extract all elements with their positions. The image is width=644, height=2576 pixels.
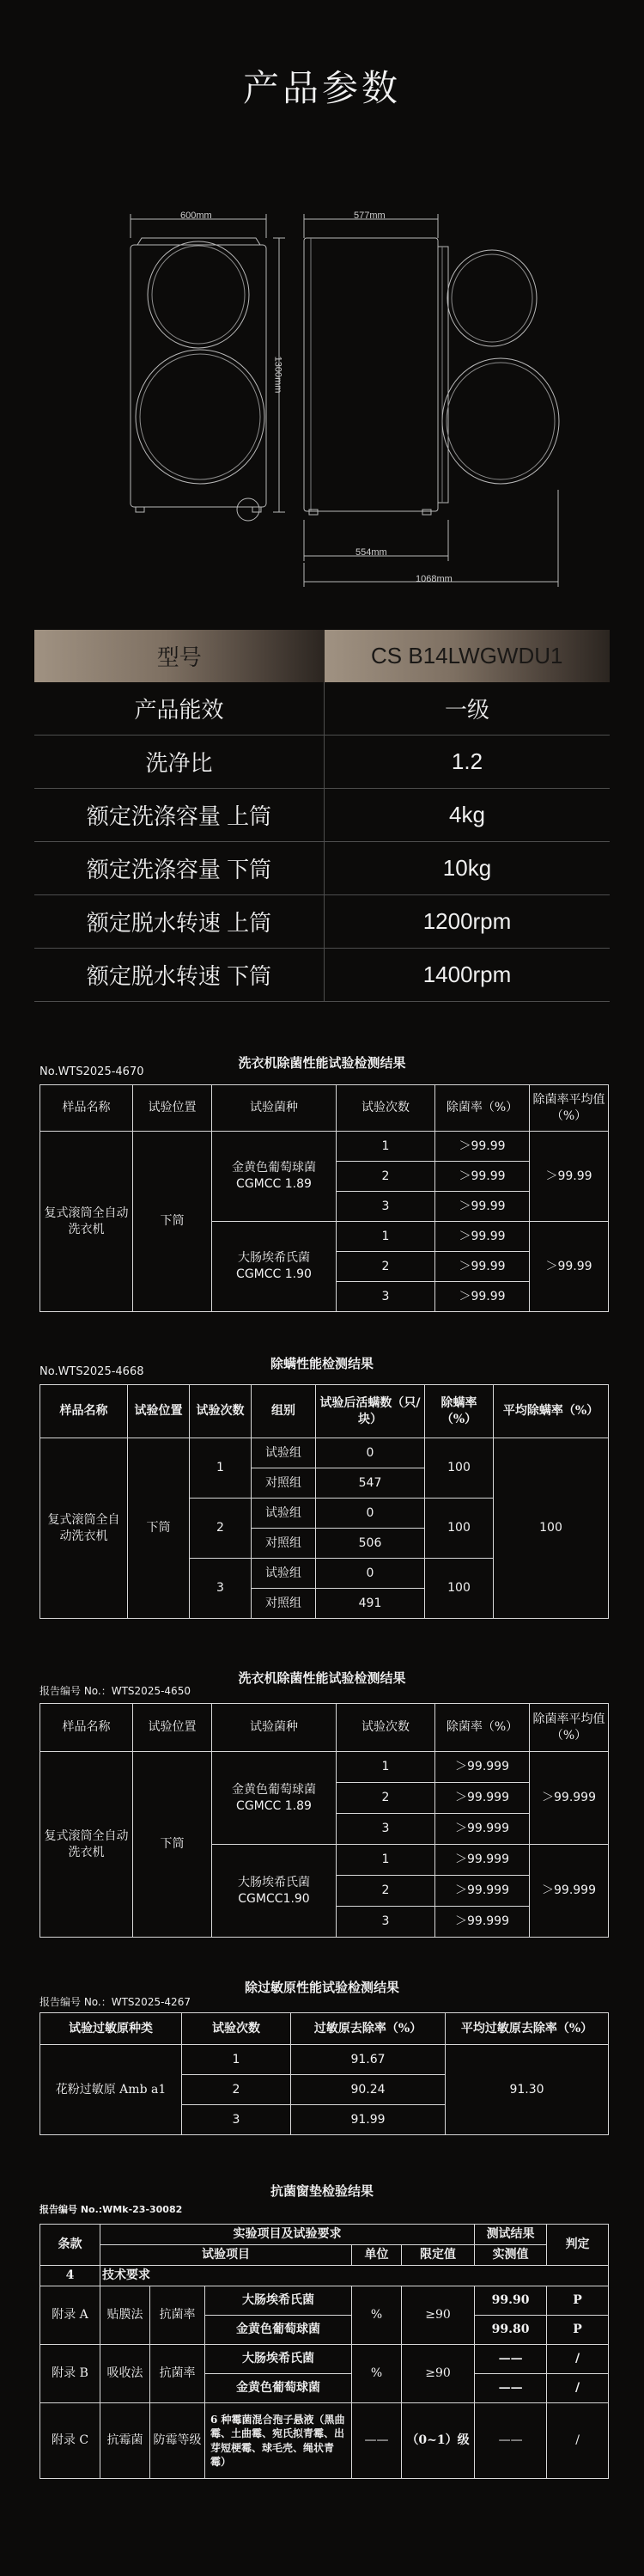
measured-cell: 99.90: [475, 2286, 547, 2316]
sample-name-cell: 复式滚筒全自动洗衣机: [40, 1438, 128, 1619]
spec-value: 1400rpm: [325, 949, 611, 1002]
header-cell: 过敏原去除率（%）: [291, 2013, 446, 2045]
header-cell: 平均过敏原去除率（%）: [446, 2013, 609, 2045]
header-cell: 单位: [352, 2245, 402, 2266]
rate-cell: ＞99.999: [435, 1876, 530, 1907]
header-cell: 除螨率（%）: [425, 1385, 494, 1438]
report4-number: 报告编号 No.：WTS2025-4267: [39, 1996, 191, 2008]
header-cell: 试验位置: [133, 1704, 212, 1752]
spec-row: [34, 736, 610, 789]
limit-cell: （0~1）级: [402, 2403, 475, 2479]
dim-top-depth: 577mm: [354, 211, 386, 221]
group-cell: 对照组: [252, 1468, 316, 1499]
method-cell: 吸收法: [100, 2345, 150, 2403]
strain-cell: 大肠埃希氏菌: [205, 2345, 352, 2374]
rate-cell: ＞99.99: [435, 1132, 530, 1162]
table-row: [40, 2266, 609, 2286]
header-cell: 限定值: [402, 2245, 475, 2266]
group-cell: 试验组: [252, 1499, 316, 1529]
rate-cell: 91.99: [291, 2105, 446, 2135]
unit-cell: %: [352, 2286, 402, 2345]
mites-cell: 547: [316, 1468, 425, 1499]
rate-cell: ＞99.99: [435, 1282, 530, 1312]
lower-door-outer: [136, 350, 264, 484]
side-lower-door-open: [442, 358, 559, 484]
item-cell: 防霉等级: [150, 2403, 205, 2479]
group-cell: 试验组: [252, 1438, 316, 1468]
spec-row: [34, 842, 610, 895]
avg-cell: ＞99.99: [530, 1132, 609, 1222]
dimension-drawing: [0, 185, 644, 597]
trial-cell: 2: [190, 1499, 252, 1559]
report1-title: 洗衣机除菌性能试验检测结果: [238, 1055, 406, 1071]
spec-value: 10kg: [325, 842, 611, 895]
item-cell: 抗菌率: [150, 2345, 205, 2403]
group-cell: 对照组: [252, 1529, 316, 1559]
header-cell: 除菌率（%）: [435, 1085, 530, 1132]
header-cell: 试验次数: [190, 1385, 252, 1438]
judge-cell: P: [547, 2286, 609, 2316]
judge-cell: /: [547, 2345, 609, 2374]
method-cell: 抗霉菌: [100, 2403, 150, 2479]
rate-cell: 91.67: [291, 2045, 446, 2075]
avg-cell: ＞99.999: [530, 1845, 609, 1938]
trial-cell: 1: [182, 2045, 291, 2075]
position-cell: 下筒: [133, 1752, 212, 1938]
clause-cell: 附录 A: [40, 2286, 100, 2345]
avg-cell: ＞99.99: [530, 1222, 609, 1312]
report2-number: No.WTS2025-4668: [39, 1365, 144, 1378]
rate-cell: 90.24: [291, 2075, 446, 2105]
spec-row: [34, 895, 610, 949]
header-cell: 组别: [252, 1385, 316, 1438]
judge-cell: /: [547, 2403, 609, 2479]
trial-cell: 1: [337, 1132, 435, 1162]
mites-cell: 0: [316, 1559, 425, 1589]
table-row: [40, 1132, 609, 1162]
clause-cell: 附录 C: [40, 2403, 100, 2479]
mites-cell: 0: [316, 1438, 425, 1468]
rate-cell: ＞99.999: [435, 1907, 530, 1938]
trial-cell: 3: [337, 1192, 435, 1222]
spec-row: [34, 682, 610, 736]
strain-cell: 6 种霉菌混合孢子悬液（黑曲霉、土曲霉、宛氏拟青霉、出芽短梗霉、球毛壳、绳状青霉）: [205, 2403, 352, 2479]
avg-cell: 100: [494, 1438, 609, 1619]
measured-cell: ——: [475, 2403, 547, 2479]
trial-cell: 1: [337, 1752, 435, 1783]
report3-number: 报告编号 No.：WTS2025-4650: [39, 1685, 191, 1697]
spec-label: 型号: [34, 630, 325, 682]
unit-cell: %: [352, 2345, 402, 2403]
measured-cell: 99.80: [475, 2316, 547, 2345]
rate-cell: 100: [425, 1438, 494, 1499]
mites-cell: 0: [316, 1499, 425, 1529]
washer-outline-drawing: [0, 185, 644, 597]
rate-cell: ＞99.99: [435, 1252, 530, 1282]
report1-number: No.WTS2025-4670: [39, 1065, 144, 1078]
allergen-cell: 花粉过敏原 Amb a1: [40, 2045, 182, 2135]
avg-cell: 91.30: [446, 2045, 609, 2135]
trial-cell: 2: [337, 1876, 435, 1907]
header-cell: 试验菌种: [212, 1085, 337, 1132]
mites-cell: 506: [316, 1529, 425, 1559]
report1-table: [39, 1084, 609, 1312]
strain-cell: 大肠埃希氏菌: [205, 2286, 352, 2316]
spec-value: 1200rpm: [325, 895, 611, 949]
header-cell: 除菌率（%）: [435, 1704, 530, 1752]
rate-cell: 100: [425, 1499, 494, 1559]
trial-cell: 2: [337, 1162, 435, 1192]
table-row: [40, 2403, 609, 2479]
strain-cell: 大肠埃希氏菌 CGMCC 1.90: [212, 1222, 337, 1312]
header-cell: 平均除螨率（%）: [494, 1385, 609, 1438]
spec-table: [34, 630, 610, 1002]
washer-side-body: [304, 238, 438, 511]
dim-front-width: 600mm: [180, 211, 212, 221]
table-row: [40, 2286, 609, 2316]
trial-cell: 1: [337, 1222, 435, 1252]
spec-row: [34, 949, 610, 1002]
section-label-cell: 技术要求: [100, 2266, 609, 2286]
rate-cell: ＞99.999: [435, 1783, 530, 1814]
trial-cell: 3: [190, 1559, 252, 1619]
rate-cell: ＞99.999: [435, 1814, 530, 1845]
measured-cell: ——: [475, 2374, 547, 2403]
spec-label: 额定脱水转速 上筒: [34, 895, 325, 949]
unit-cell: ——: [352, 2403, 402, 2479]
spec-label: 额定洗涤容量 上筒: [34, 789, 325, 842]
strain-cell: 金黄色葡萄球菌: [205, 2374, 352, 2403]
section-no-cell: 4: [40, 2266, 100, 2286]
spec-value: CS B14LWGWDU1: [325, 630, 611, 682]
header-cell: 实验项目及试验要求: [100, 2225, 475, 2245]
header-cell: 除菌率平均值（%）: [530, 1085, 609, 1132]
table-header-row: [40, 1704, 609, 1752]
spec-value: 一级: [325, 682, 611, 736]
spec-label: 洗净比: [34, 736, 325, 789]
sample-name-cell: 复式滚筒全自动洗衣机: [40, 1752, 133, 1938]
spec-row-model: [34, 630, 610, 682]
header-cell: 实测值: [475, 2245, 547, 2266]
report4-table: [39, 2012, 609, 2135]
rate-cell: ＞99.99: [435, 1192, 530, 1222]
header-cell: 条款: [40, 2225, 100, 2266]
report2-table: [39, 1384, 609, 1619]
upper-door-outer: [148, 241, 249, 348]
rate-cell: 100: [425, 1559, 494, 1619]
table-row: [40, 1752, 609, 1783]
dim-total-depth: 1068mm: [416, 574, 453, 584]
rate-cell: ＞99.99: [435, 1162, 530, 1192]
trial-cell: 2: [182, 2075, 291, 2105]
header-cell: 试验次数: [182, 2013, 291, 2045]
dim-height: 1300mm: [272, 356, 283, 394]
strain-cell: 大肠埃希氏菌 CGMCC1.90: [212, 1845, 337, 1938]
spec-label: 额定脱水转速 下筒: [34, 949, 325, 1002]
report3-table: [39, 1703, 609, 1938]
table-header-row: [40, 1385, 609, 1438]
report5-title: 抗菌窗垫检验结果: [270, 2183, 374, 2199]
group-cell: 试验组: [252, 1559, 316, 1589]
rate-cell: ＞99.999: [435, 1752, 530, 1783]
header-cell: 判定: [547, 2225, 609, 2266]
table-header-row: [40, 2013, 609, 2045]
table-header-row: [40, 1085, 609, 1132]
side-upper-door-open: [447, 250, 537, 346]
mites-cell: 491: [316, 1589, 425, 1619]
header-cell: 样品名称: [40, 1085, 133, 1132]
header-cell: 试验次数: [337, 1085, 435, 1132]
report2-title: 除螨性能检测结果: [270, 1356, 374, 1371]
header-cell: 试验位置: [133, 1085, 212, 1132]
trial-cell: 1: [190, 1438, 252, 1499]
report5-number: 报告编号 No.:WMk-23-30082: [39, 2204, 183, 2215]
header-cell: 样品名称: [40, 1385, 128, 1438]
measured-cell: ——: [475, 2345, 547, 2374]
header-cell: 试验过敏原种类: [40, 2013, 182, 2045]
strain-cell: 金黄色葡萄球菌 CGMCC 1.89: [212, 1752, 337, 1845]
strain-cell: 金黄色葡萄球菌 CGMCC 1.89: [212, 1132, 337, 1222]
table-row: [40, 2045, 609, 2075]
strain-cell: 金黄色葡萄球菌: [205, 2316, 352, 2345]
trial-cell: 3: [337, 1907, 435, 1938]
spec-label: 额定洗涤容量 下筒: [34, 842, 325, 895]
trial-cell: 1: [337, 1845, 435, 1876]
header-cell: 试验后活螨数（只/块）: [316, 1385, 425, 1438]
header-cell: 除菌率平均值（%）: [530, 1704, 609, 1752]
judge-cell: P: [547, 2316, 609, 2345]
report4-title: 除过敏原性能试验检测结果: [244, 1980, 399, 1995]
trial-cell: 3: [337, 1814, 435, 1845]
clause-cell: 附录 B: [40, 2345, 100, 2403]
item-cell: 抗菌率: [150, 2286, 205, 2345]
report3-title: 洗衣机除菌性能试验检测结果: [238, 1670, 406, 1686]
rate-cell: ＞99.999: [435, 1845, 530, 1876]
header-cell: 测试结果: [475, 2225, 547, 2245]
report5-table: [39, 2224, 609, 2479]
group-cell: 对照组: [252, 1589, 316, 1619]
avg-cell: ＞99.999: [530, 1752, 609, 1845]
trial-cell: 2: [337, 1252, 435, 1282]
header-cell: 样品名称: [40, 1704, 133, 1752]
rate-cell: ＞99.99: [435, 1222, 530, 1252]
header-cell: 试验菌种: [212, 1704, 337, 1752]
limit-cell: ≥90: [402, 2286, 475, 2345]
spec-row: [34, 789, 610, 842]
table-header-row: [40, 2225, 609, 2245]
method-cell: 贴膜法: [100, 2286, 150, 2345]
table-header-row: [40, 2245, 609, 2266]
trial-cell: 3: [182, 2105, 291, 2135]
table-row: [40, 1438, 609, 1468]
header-cell: 试验项目: [100, 2245, 352, 2266]
position-cell: 下筒: [133, 1132, 212, 1312]
spec-value: 1.2: [325, 736, 611, 789]
table-row: [40, 2345, 609, 2374]
limit-cell: ≥90: [402, 2345, 475, 2403]
trial-cell: 3: [337, 1282, 435, 1312]
dim-body-depth: 554mm: [355, 547, 387, 558]
header-cell: 试验位置: [128, 1385, 190, 1438]
judge-cell: /: [547, 2374, 609, 2403]
page-title: 产品参数: [242, 68, 401, 108]
spec-value: 4kg: [325, 789, 611, 842]
position-cell: 下筒: [128, 1438, 190, 1619]
drain-cap: [237, 498, 259, 521]
spec-label: 产品能效: [34, 682, 325, 736]
trial-cell: 2: [337, 1783, 435, 1814]
header-cell: 试验次数: [337, 1704, 435, 1752]
sample-name-cell: 复式滚筒全自动洗衣机: [40, 1132, 133, 1312]
